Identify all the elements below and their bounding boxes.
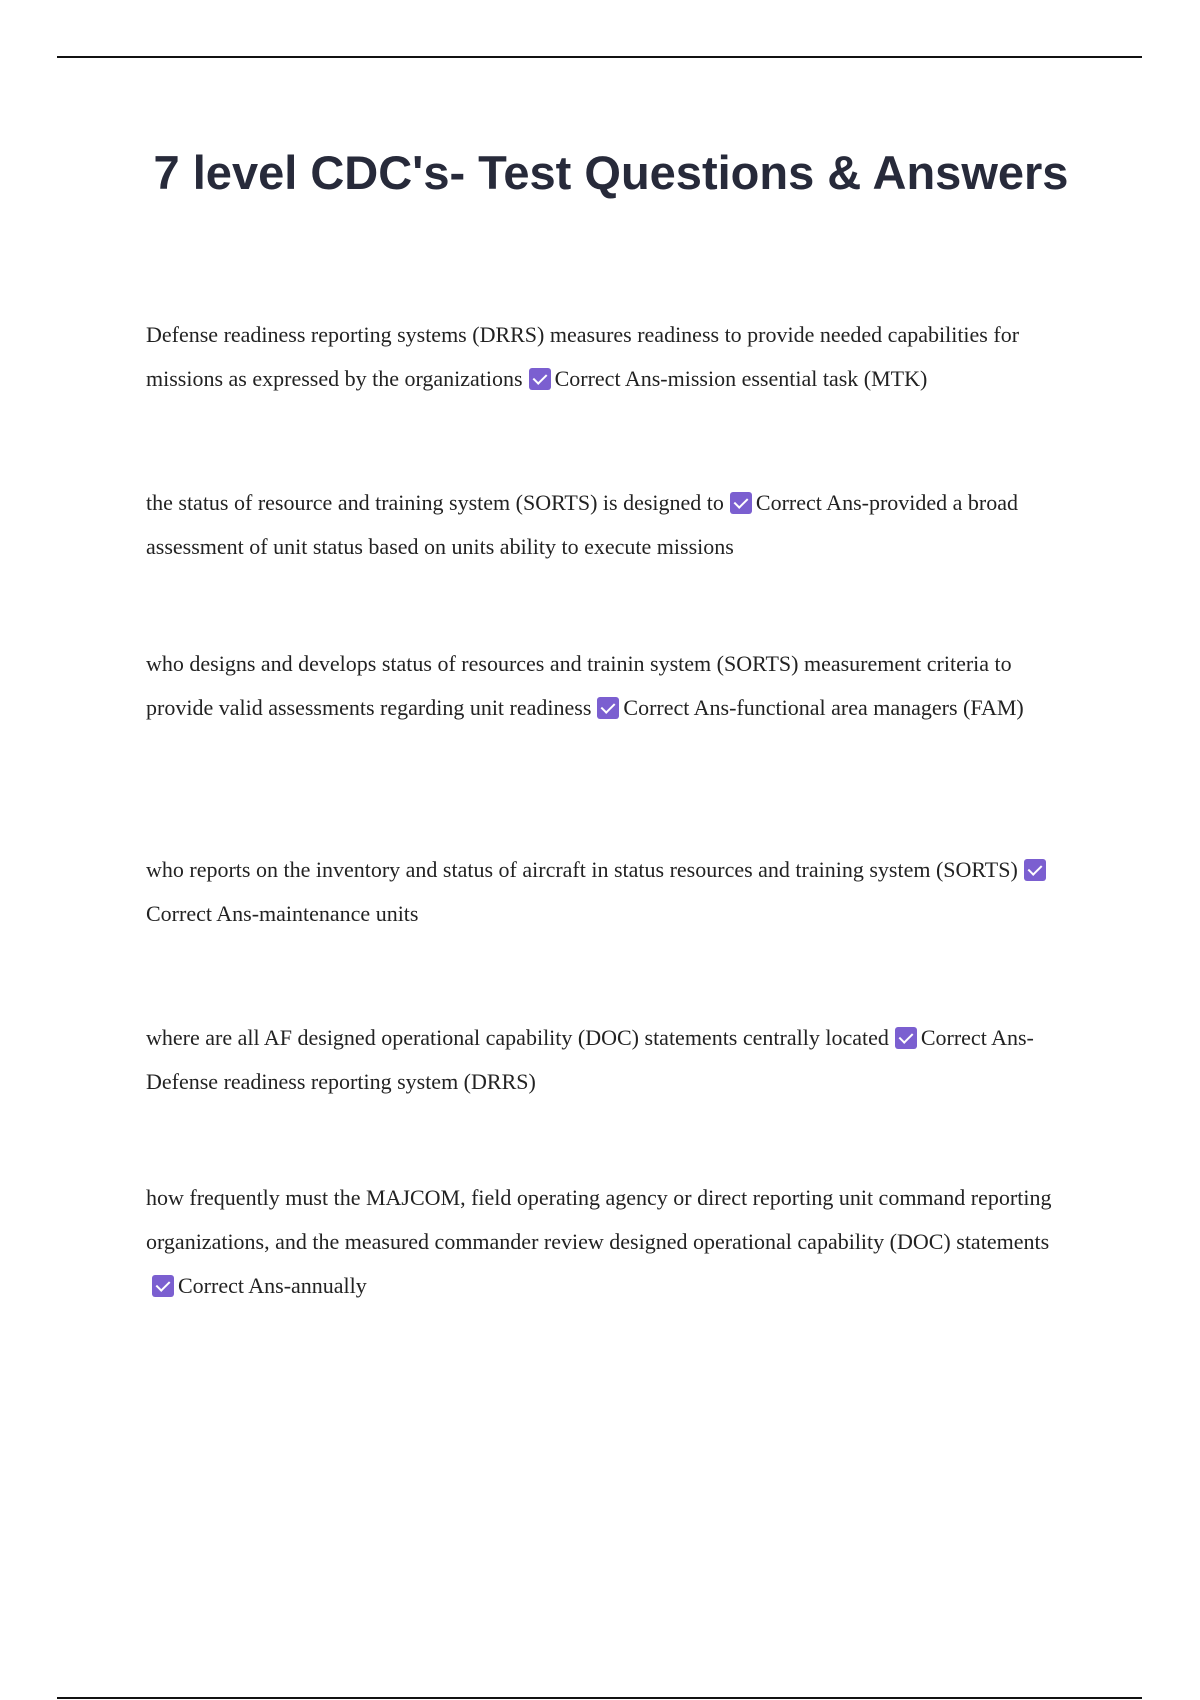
question-text: who designs and develops status of resources and trainin system (SORTS) measurement criteria to provide valid assessments regarding unit readiness	[146, 651, 1012, 720]
checkbox-checked-icon	[1024, 859, 1046, 881]
answer-text: Correct Ans-maintenance units	[146, 901, 419, 926]
checkbox-checked-icon	[895, 1027, 917, 1049]
qa-item	[146, 1016, 1081, 1104]
checkbox-checked-icon	[730, 492, 752, 514]
question-text: Defense readiness reporting systems (DRRS) measures readiness to provide needed capabilities for missions as expressed by the organizations	[146, 322, 1020, 391]
answer-text: Correct Ans-annually	[178, 1273, 367, 1298]
answer-text: Correct Ans-Defense readiness reporting system (DRRS)	[146, 1025, 1034, 1094]
document-title: 7 level CDC's- Test Questions & Answers	[153, 146, 1069, 199]
checkbox-checked-icon	[152, 1275, 174, 1297]
top-divider	[57, 56, 1142, 58]
qa-item	[146, 481, 1081, 569]
qa-item	[146, 848, 1081, 936]
answer-text: Correct Ans-mission essential task (MTK)	[554, 366, 928, 391]
qa-item	[146, 1176, 1081, 1308]
bottom-divider	[57, 1697, 1142, 1699]
question-text: where are all AF designed operational capability (DOC) statements centrally located	[146, 1025, 889, 1050]
question-text: who reports on the inventory and status of aircraft in status resources and training system (SORTS)	[146, 857, 1018, 882]
qa-item	[146, 313, 1081, 401]
answer-text: Correct Ans-functional area managers (FAM)	[623, 695, 1024, 720]
answer-text: Correct Ans-provided a broad assessment of unit status based on units ability to execute missions	[146, 490, 1019, 559]
qa-item	[146, 642, 1081, 730]
question-text: how frequently must the MAJCOM, field operating agency or direct reporting unit command reporting organizations, and the measured commander review designed operational capability (DOC) statements	[146, 1185, 1052, 1254]
checkbox-checked-icon	[597, 697, 619, 719]
checkbox-checked-icon	[529, 368, 551, 390]
question-text: the status of resource and training system (SORTS) is designed to	[146, 490, 724, 515]
